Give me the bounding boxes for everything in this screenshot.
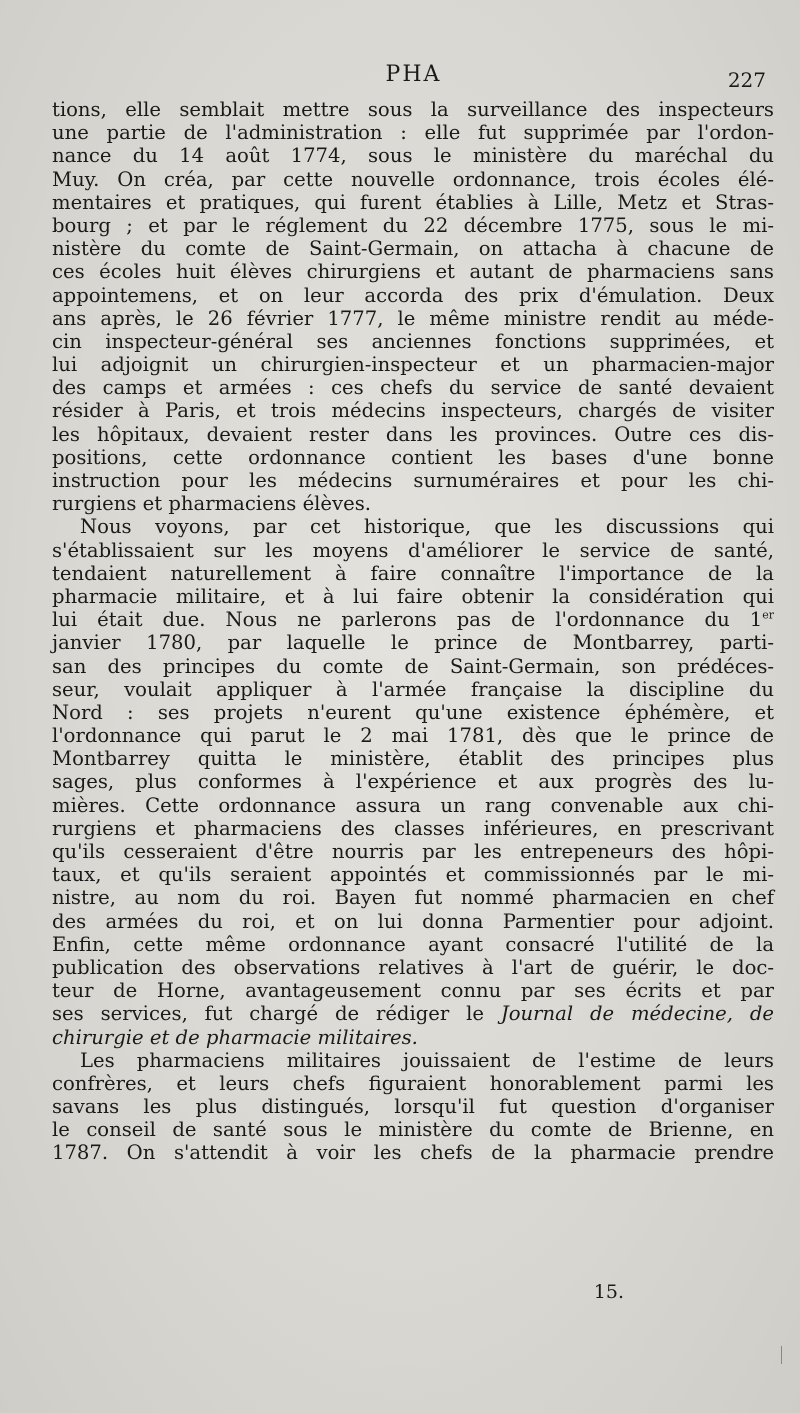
text-line: ans après, le 26 février 1777, le même ministre rendit au méde- <box>52 306 774 330</box>
text-line: résider à Paris, et trois médecins inspecteurs, chargés de visiter <box>52 399 774 423</box>
text-line: confrères, et leurs chefs figuraient honorablement parmi les <box>52 1071 774 1095</box>
text-line: le conseil de santé sous le ministère du comte de Brienne, en <box>52 1118 774 1142</box>
text-line: ces écoles huit élèves chirurgiens et autant de pharmaciens sans <box>52 260 774 284</box>
text-line: des armées du roi, et on lui donna Parmentier pour adjoint. <box>52 909 774 933</box>
text-line: bourg ; et par le réglement du 22 décembre 1775, sous le mi- <box>52 213 774 237</box>
text-line: nistre, au nom du roi. Bayen fut nommé pharmacien en chef <box>52 886 774 910</box>
page-number: 227 <box>727 68 766 92</box>
text-line: Enfin, cette même ordonnance ayant consacré l'utilité de la <box>52 932 774 956</box>
text-line: qu'ils cesseraient d'être nourris par les entrepeneurs des hôpi- <box>52 840 774 863</box>
page-header <box>55 62 772 96</box>
text-line: Nord : ses projets n'eurent qu'une existence éphémère, et <box>52 700 774 724</box>
text-line: mentaires et pratiques, qui furent établies à Lille, Metz et Stras- <box>52 190 774 214</box>
text-line: taux, et qu'ils seraient appointés et commissionnés par le mi- <box>52 863 774 887</box>
text-line: san des principes du comte de Saint-Germain, son prédéces- <box>52 654 774 678</box>
text-line: l'ordonnance qui parut le 2 mai 1781, dès que le prince de <box>52 724 774 748</box>
text-line: seur, voulait appliquer à l'armée française la discipline du <box>52 677 774 701</box>
text-line: savans les plus distingués, lorsqu'il fut question d'organiser <box>52 1095 774 1119</box>
signature-mark: 15. <box>593 1281 624 1303</box>
paragraph-p2 <box>52 515 774 1048</box>
text-line: tions, elle semblait mettre sous la surveillance des inspecteurs <box>52 98 774 121</box>
text-line: nistère du comte de Saint-Germain, on attacha à chacune de <box>52 237 774 261</box>
text-line: sages, plus conformes à l'expérience et aux progrès des lu- <box>52 770 774 794</box>
text-line: mières. Cette ordonnance assura un rang convenable aux chi- <box>52 793 774 817</box>
text-line: nance du 14 août 1774, sous le ministère du maréchal du <box>52 144 774 168</box>
text-line: s'établissaient sur les moyens d'améliorer le service de santé, <box>52 538 774 562</box>
body-text <box>52 98 774 1165</box>
text-line: lui était due. Nous ne parlerons pas de l'ordonnance du 1er <box>52 608 774 632</box>
text-line: 1787. On s'attendit à voir les chefs de la pharmacie prendre <box>52 1141 774 1165</box>
text-line: appointemens, et on leur accorda des prix d'émulation. Deux <box>52 283 774 307</box>
text-line: lui adjoignit un chirurgien-inspecteur et un pharmacien-major <box>52 353 774 377</box>
text-line: tendaient naturellement à faire connaître l'importance de la <box>52 561 774 585</box>
text-line: Montbarrey quitta le ministère, établit des principes plus <box>52 747 774 771</box>
text-line: les hôpitaux, devaient rester dans les provinces. Outre ces dis- <box>52 422 774 446</box>
text-line: une partie de l'administration : elle fut supprimée par l'ordon- <box>52 121 774 145</box>
text-line: des camps et armées : ces chefs du service de santé devaient <box>52 376 774 400</box>
text-line: Les pharmaciens militaires jouissaient de l'estime de leurs <box>80 1048 774 1072</box>
text-line: janvier 1780, par laquelle le prince de Montbarrey, parti- <box>52 631 774 655</box>
text-line: teur de Horne, avantageusement connu par ses écrits et par <box>52 979 774 1003</box>
text-line: cin inspecteur-général ses anciennes fonctions supprimées, et <box>52 329 774 353</box>
paragraph-p1 <box>52 98 774 515</box>
text-line: rurgiens et pharmaciens élèves. <box>52 492 371 516</box>
paragraph-p3 <box>52 1049 774 1165</box>
text-line: pharmacie militaire, et à lui faire obtenir la considération qui <box>52 584 774 608</box>
running-head: PHA <box>385 62 442 87</box>
text-line: publication des observations relatives à l'art de guérir, le doc- <box>52 955 774 979</box>
paper-speck <box>781 1346 782 1364</box>
text-line: Nous voyons, par cet historique, que les discussions qui <box>80 515 774 539</box>
text-line: positions, cette ordonnance contient les bases d'une bonne <box>52 445 774 469</box>
text-line: ses services, fut chargé de rédiger le Journal de médecine, de <box>52 1002 774 1026</box>
text-line: chirurgie et de pharmacie militaires. <box>52 1025 418 1049</box>
text-line: rurgiens et pharmaciens des classes inférieures, en prescrivant <box>52 816 774 840</box>
text-line: Muy. On créa, par cette nouvelle ordonnance, trois écoles élé- <box>52 167 774 191</box>
text-line: instruction pour les médecins surnuméraires et pour les chi- <box>52 469 774 492</box>
